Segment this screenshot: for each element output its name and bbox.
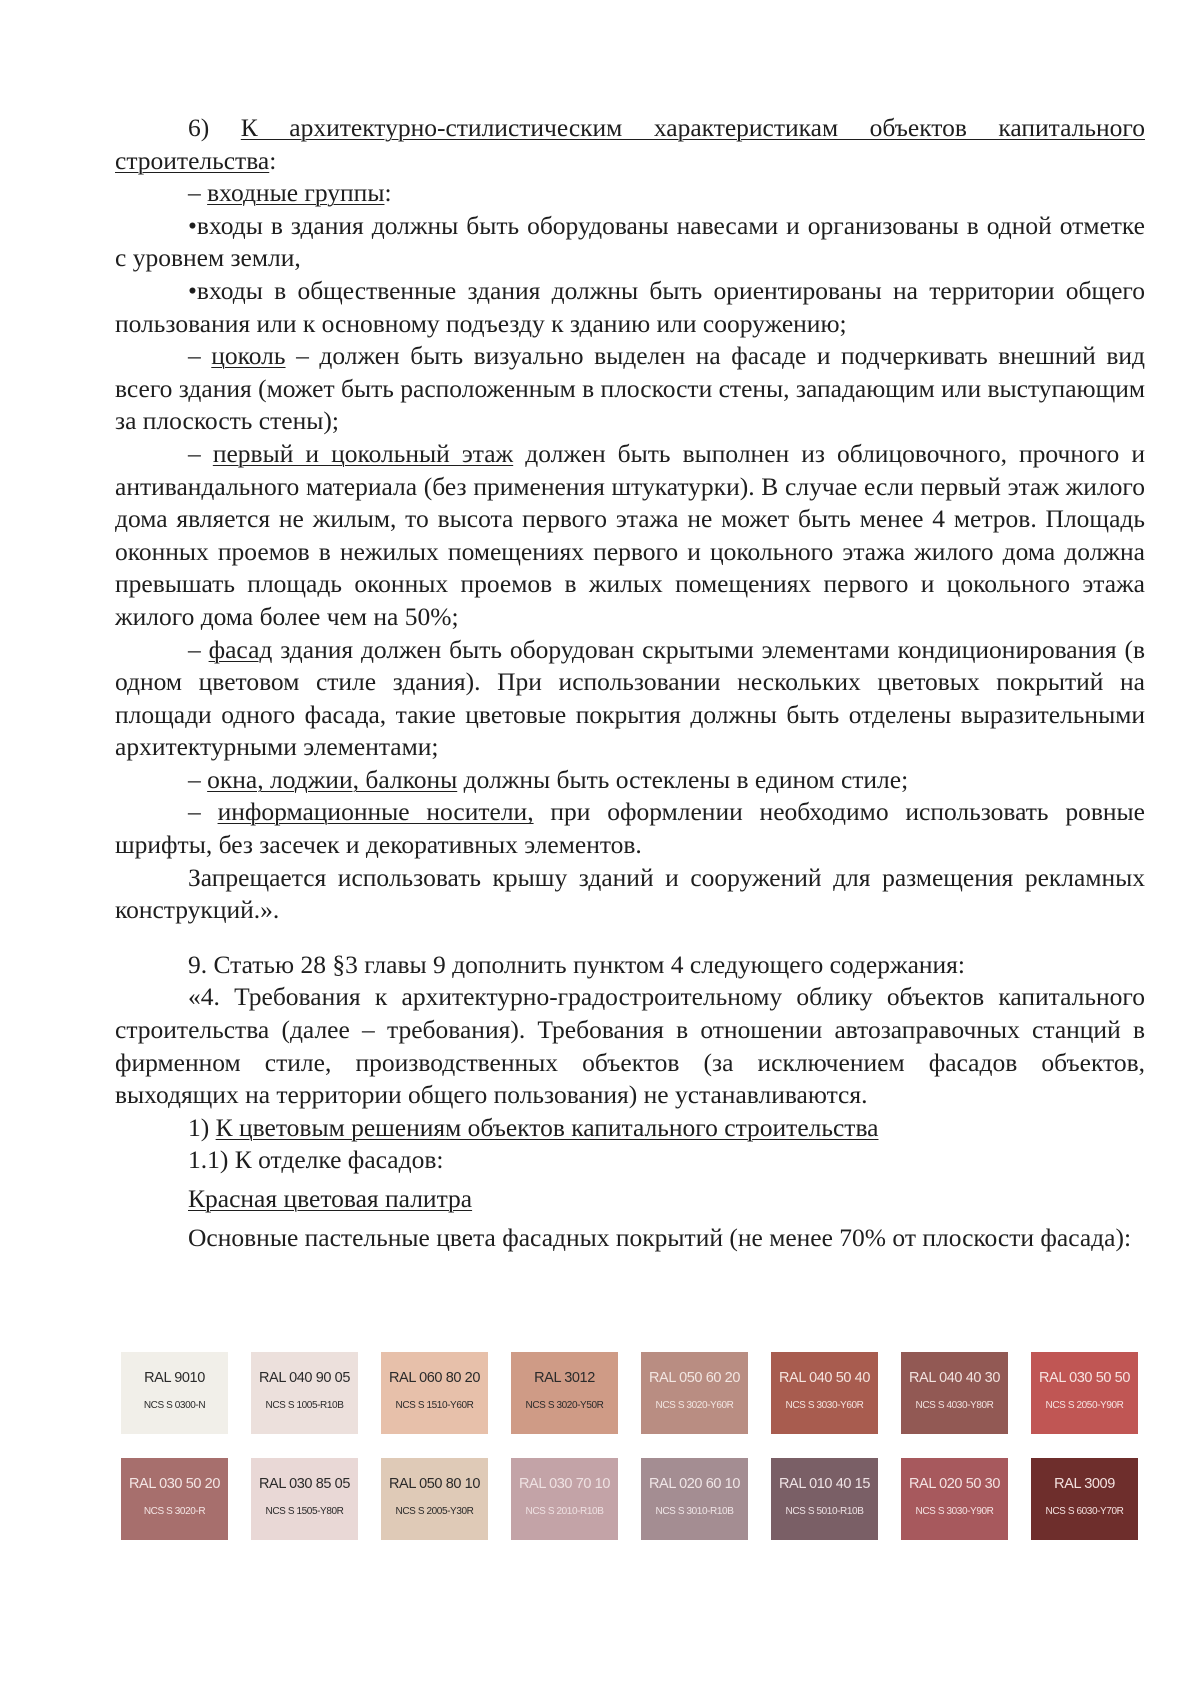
ral-code: RAL 010 40 15 <box>778 1476 870 1492</box>
dash: – <box>188 178 208 208</box>
colon: : <box>384 178 392 208</box>
dash: – <box>188 341 212 371</box>
color-swatch <box>901 1458 1008 1540</box>
info-carriers-text: при оформлении необходимо использовать ровные шрифты, без засечек и декоративных элементов. <box>115 797 1146 860</box>
color-swatch <box>251 1352 358 1434</box>
windows-label: окна, лоджии, балконы <box>207 764 458 794</box>
section-6-colon: : <box>269 145 277 175</box>
ncs-code: NCS S 0300-N <box>143 1400 206 1411</box>
section-6-number: 6) <box>188 113 241 142</box>
entry-groups-label: входные группы <box>207 178 385 208</box>
pastel-colors-intro: Основные пастельные цвета фасадных покрытий (не менее 70% от плоскости фасада): <box>188 1222 1132 1252</box>
color-swatch <box>1031 1352 1138 1434</box>
ral-code: RAL 030 85 05 <box>258 1476 350 1492</box>
color-swatch <box>771 1458 878 1540</box>
color-solutions-label: К цветовым решениям объектов капитального строительства <box>215 1112 879 1142</box>
ncs-code: NCS S 2050-Y90R <box>1045 1400 1124 1411</box>
ncs-code: NCS S 1505-Y80R <box>265 1506 344 1517</box>
info-carriers-label: информационные носители, <box>217 797 534 827</box>
first-floor-label: первый и цокольный этаж <box>212 438 514 468</box>
red-palette-title: Красная цветовая палитра <box>188 1184 473 1213</box>
ral-code: RAL 030 70 10 <box>518 1476 610 1492</box>
facade-item <box>115 634 1145 764</box>
dash: – <box>188 438 213 468</box>
ncs-code: NCS S 2010-R10B <box>525 1506 604 1517</box>
dash: – <box>188 797 218 827</box>
ral-code: RAL 020 50 30 <box>908 1476 1000 1492</box>
color-swatch <box>381 1352 488 1434</box>
section-6-heading <box>115 112 1145 177</box>
color-swatch <box>641 1352 748 1434</box>
item-1-number: 1) <box>188 1112 216 1142</box>
color-swatch <box>771 1352 878 1434</box>
info-carriers-item <box>115 796 1145 861</box>
ral-code: RAL 050 60 20 <box>648 1370 740 1386</box>
ral-code: RAL 060 80 20 <box>388 1370 480 1386</box>
dash: – <box>188 764 208 794</box>
color-swatch <box>381 1458 488 1540</box>
color-swatch <box>901 1352 1008 1434</box>
red-color-palette <box>121 1352 1139 1540</box>
ncs-code: NCS S 1005-R10B <box>265 1400 344 1411</box>
ncs-code: NCS S 4030-Y80R <box>915 1400 994 1411</box>
ncs-code: NCS S 1510-Y60R <box>395 1400 474 1411</box>
entry-groups-item <box>115 177 1145 210</box>
color-swatch <box>641 1458 748 1540</box>
clause-4-requirements: «4. Требования к архитектурно-градостроительному облику объектов капитального строительства (далее – требования). Требования в отношении автозаправочных станций в фирменном стиле, производственных объектов (за исключением фасадов объектов, выходящих на территории общего пользования) не устанавливаются. <box>115 982 1145 1110</box>
bullet-public-entrances: •входы в общественные здания должны быть ориентированы на территории общего пользования или к основному подъезду к зданию или сооружению; <box>115 275 1145 338</box>
article-28-amendment: 9. Статью 28 §3 главы 9 дополнить пунктом 4 следующего содержания: <box>188 949 965 979</box>
ncs-code: NCS S 3020-Y50R <box>525 1400 604 1411</box>
ral-code: RAL 040 50 40 <box>778 1370 870 1386</box>
ncs-code: NCS S 3020-Y60R <box>655 1400 734 1411</box>
ral-code: RAL 050 80 10 <box>388 1476 480 1492</box>
ral-code: RAL 030 50 50 <box>1038 1370 1130 1386</box>
color-swatch <box>121 1458 228 1540</box>
color-swatch <box>511 1458 618 1540</box>
ral-code: RAL 020 60 10 <box>648 1476 740 1492</box>
plinth-label: цоколь <box>211 341 286 371</box>
windows-text: должны быть остеклены в едином стиле; <box>457 764 909 794</box>
dash: – <box>188 634 209 664</box>
ncs-code: NCS S 3030-Y90R <box>915 1506 994 1517</box>
ncs-code: NCS S 5010-R10B <box>785 1506 864 1517</box>
bullet-entrances-canopies: •входы в здания должны быть оборудованы навесами и организованы в одной отметке с уровнем земли, <box>115 210 1145 273</box>
ncs-code: NCS S 3020-R <box>143 1506 206 1517</box>
ncs-code: NCS S 3010-R10B <box>655 1506 734 1517</box>
windows-item <box>115 764 1145 797</box>
section-6-title: К архитектурно-стилистическим характеристикам объектов капитального строительства <box>115 113 1145 175</box>
ral-code: RAL 9010 <box>144 1370 205 1386</box>
plinth-text: – должен быть визуально выделен на фасаде и подчеркивать внешний вид всего здания (может быть расположенным в плоскости стены, западающим или выступающим за плоскость стены); <box>115 341 1145 436</box>
ncs-code: NCS S 3030-Y60R <box>785 1400 864 1411</box>
document-page <box>115 112 1145 1254</box>
ral-code: RAL 3012 <box>534 1370 595 1386</box>
first-floor-item <box>115 438 1145 634</box>
color-swatch <box>121 1352 228 1434</box>
ncs-code: NCS S 2005-Y30R <box>395 1506 474 1517</box>
facade-finishing-item: 1.1) К отделке фасадов: <box>188 1145 444 1175</box>
first-floor-text: должен быть выполнен из облицовочного, прочного и антивандального материала (без применения штукатурки). В случае если первый этаж жилого дома является не жилым, то высота первого этажа не может быть менее 4 метров. Площадь оконных проемов в нежилых помещениях первого и цокольного этажа жилого дома должна превышать площадь оконных проемов в жилых помещениях первого и цокольного этажа жилого дома более чем на 50%; <box>115 438 1146 631</box>
ral-code: RAL 040 90 05 <box>258 1370 350 1386</box>
color-solutions-item <box>115 1112 1145 1145</box>
color-swatch <box>251 1458 358 1540</box>
color-swatch <box>511 1352 618 1434</box>
color-swatch <box>1031 1458 1138 1540</box>
paragraph-gap <box>115 927 1145 949</box>
facade-label: фасад <box>208 634 273 664</box>
facade-text: здания должен быть оборудован скрытыми элементами кондиционирования (в одном цветовом стиле здания). При использовании нескольких цветовых покрытий на площади одного фасада, такие цветовые покрытия должны быть отделены выразительными архитектурными элементами; <box>115 634 1146 762</box>
ral-code: RAL 040 40 30 <box>908 1370 1000 1386</box>
ncs-code: NCS S 6030-Y70R <box>1045 1506 1124 1517</box>
ral-code: RAL 030 50 20 <box>128 1476 220 1492</box>
advertising-prohibition: Запрещается использовать крышу зданий и сооружений для размещения рекламных конструкций.». <box>115 862 1145 925</box>
plinth-item <box>115 340 1145 438</box>
ral-code: RAL 3009 <box>1054 1476 1115 1492</box>
